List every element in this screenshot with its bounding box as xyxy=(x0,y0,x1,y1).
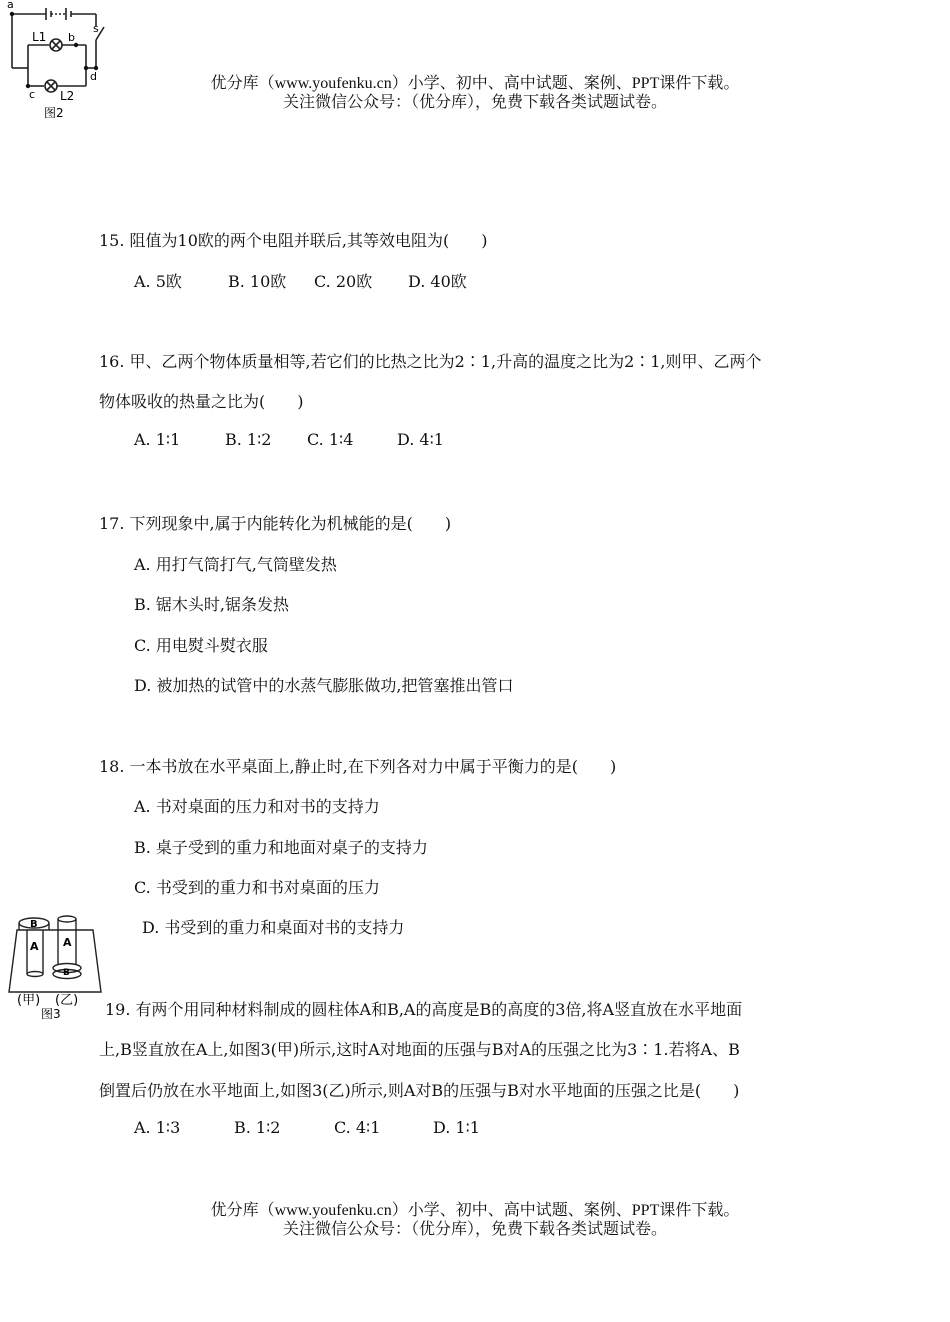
fig3-label-yi: (乙) xyxy=(55,993,79,1008)
q18-stem: 18. 一本书放在水平桌面上,静止时,在下列各对力中属于平衡力的是( ) xyxy=(99,757,617,776)
q16-option-c: C. 1∶4 xyxy=(307,430,354,449)
q18-option-b: B. 桌子受到的重力和地面对桌子的支持力 xyxy=(134,838,428,857)
q16-option-a: A. 1∶1 xyxy=(134,430,181,449)
q17-option-b: B. 锯木头时,锯条发热 xyxy=(134,595,290,614)
q17-stem: 17. 下列现象中,属于内能转化为机械能的是( ) xyxy=(99,514,452,533)
fig3-caption: 图3 xyxy=(41,1007,61,1020)
q19-option-b: B. 1∶2 xyxy=(234,1118,281,1137)
q19-stem-line-3: 倒置后仍放在水平地面上,如图3(乙)所示,则A对B的压强与B对水平地面的压强之比是( ) xyxy=(99,1081,740,1100)
fig2-label-s: s xyxy=(93,22,99,35)
q15-option-d: D. 40欧 xyxy=(408,272,467,291)
header-line-1: 优分库（www.youfenku.cn）小学、初中、高中试题、案例、PPT课件下载。 xyxy=(210,75,740,92)
fig2-label-d: d xyxy=(90,70,97,83)
fig2-label-l1: L1 xyxy=(32,30,47,44)
q19-option-d: D. 1∶1 xyxy=(433,1118,480,1137)
fig2-label-a: a xyxy=(7,0,14,11)
q16-options xyxy=(0,430,950,450)
fig3-label-a1: A xyxy=(30,940,39,953)
q19-options xyxy=(0,1118,950,1138)
footer-line-1: 优分库（www.youfenku.cn）小学、初中、高中试题、案例、PPT课件下载。 xyxy=(210,1202,740,1219)
q16-stem-line-2: 物体吸收的热量之比为( ) xyxy=(99,392,304,411)
fig2-label-b: b xyxy=(68,31,75,44)
q15-option-c: C. 20欧 xyxy=(314,272,373,291)
q19-stem-line-1: 19. 有两个用同种材料制成的圆柱体A和B,A的高度是B的高度的3倍,将A竖直放在水平地面 xyxy=(105,1000,743,1019)
q17-option-a: A. 用打气筒打气,气筒壁发热 xyxy=(134,555,337,574)
fig3-label-jia: (甲) xyxy=(17,993,41,1008)
q17-option-c: C. 用电熨斗熨衣服 xyxy=(134,636,268,655)
fig2-label-l2: L2 xyxy=(60,89,75,103)
fig3-label-b2: B xyxy=(63,968,70,978)
q16-stem-line-1: 16. 甲、乙两个物体质量相等,若它们的比热之比为2∶1,升高的温度之比为2∶1,则甲、乙两个 xyxy=(99,352,762,371)
q17-option-d: D. 被加热的试管中的水蒸气膨胀做功,把管塞推出管口 xyxy=(134,676,514,695)
q15-option-a: A. 5欧 xyxy=(134,272,182,291)
q19-option-a: A. 1∶3 xyxy=(134,1118,181,1137)
footer-line-2: 关注微信公众号：（优分库），免费下载各类试题试卷。 xyxy=(282,1221,667,1238)
q15-stem: 15. 阻值为10欧的两个电阻并联后,其等效电阻为( ) xyxy=(99,231,488,250)
q15-option-b: B. 10欧 xyxy=(228,272,287,291)
q15-options xyxy=(0,269,950,289)
fig2-caption: 图2 xyxy=(44,106,64,120)
q19-option-c: C. 4∶1 xyxy=(334,1118,381,1137)
q18-option-c: C. 书受到的重力和书对桌面的压力 xyxy=(134,878,380,897)
q18-option-d: D. 书受到的重力和桌面对书的支持力 xyxy=(142,918,405,937)
q16-option-b: B. 1∶2 xyxy=(225,430,272,449)
q19-stem-line-2: 上,B竖直放在A上,如图3(甲)所示,这时A对地面的压强与B对A的压强之比为3∶1.若将A、B xyxy=(99,1040,740,1059)
fig3-label-a2: A xyxy=(63,936,72,949)
header-line-2: 关注微信公众号：（优分库），免费下载各类试题试卷。 xyxy=(282,94,667,111)
q16-option-d: D. 4∶1 xyxy=(397,430,444,449)
figure-3-cylinders xyxy=(3,908,105,1020)
q18-option-a: A. 书对桌面的压力和对书的支持力 xyxy=(134,797,380,816)
fig3-label-b1: B xyxy=(30,919,38,930)
fig2-label-c: c xyxy=(29,88,36,101)
